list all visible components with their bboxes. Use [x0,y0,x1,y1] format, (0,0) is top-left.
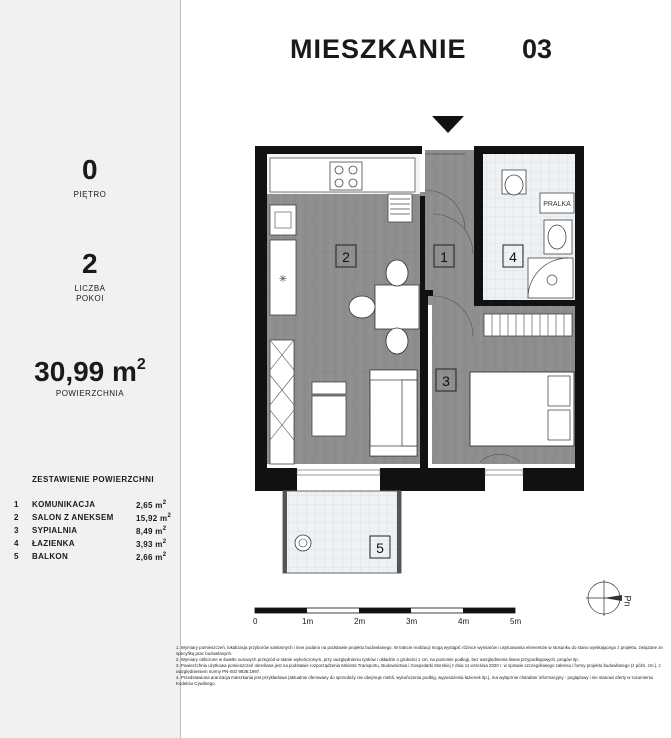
scale-label-1m: 1m [302,617,314,626]
hall-floor [425,150,475,305]
summary-title: ZESTAWIENIE POWIERZCHNI [32,475,154,484]
room-label-1: 1 [440,249,448,265]
note-4: 4. Przedstawiona aranżacja mieszkania jest przykładowa (aktualnie oferowany do sprzedaży nie obejmuje mebli, wykończenia podłóg, wyposażenia łazienek itp.), ma wyłącznie charakter informacyjny - poglądowy i nie stanowi oferty w rozumieniu Kodeksu Cywilnego. [176,675,654,686]
scale-label-3m: 3m [406,617,418,626]
legal-notes [176,645,666,687]
balcony [283,491,401,573]
desk [312,396,346,436]
note-3: 3. Powierzchnia użytkowa pomieszczeń określana jest na podstawie rozporządzenia Ministra Transportu, Budownictwa i Gospodarki Morskiej z dnia 11 września 2020 r. w sprawie szczegółowego zakresu i formy projektu budowlanego (z późn. zm.), z uwzględnieniem normy PN-ISO 9836:1997. [176,663,661,674]
note-1: 1. Wymiary pomieszczeń, lokalizacja przyborów sanitarnych i inne podano na podstawie projektu budowlanego. W trakcie realizacji mogą wystąpić różnice wymiarów i usytuowania elementów w stosunku do stanu wynikającego z projektu, związane ze specyfiką prac budowlanych. [176,645,663,656]
entrance-arrow-icon [432,116,464,133]
note-2: 2. Wymiary obliczone w świetle surowych przegród w stanie wykończonym, przy uwzględnieniu tynków i okładzin o grubości 1 cm, na poziomie podłogi, bez uwzględnienia listew przypodłogowych, progów itp. [176,657,579,662]
summary-row: 3 SYPIALNIA 8,49 $m^2$ [14,526,167,536]
scale-bar [255,608,515,613]
summary-row: 5 BALKON 2,66 $m^2$ [14,552,167,562]
svg-text:✳: ✳ [278,274,288,285]
laundry-label: PRALKA [543,201,571,208]
area-label: POWIERZCHNIA [55,389,125,398]
cooktop [330,162,362,190]
wardrobe [270,340,294,464]
plant-icon [295,535,311,551]
summary-row: 4 ŁAZIENKA 3,93 $m^2$ [14,539,167,549]
rooms-label-line2: POKOI [76,294,104,303]
compass-label: Pn [622,595,633,607]
drying-rack [388,194,412,222]
floor-value: 0 [81,154,99,185]
floor-label: PIĘTRO [73,190,107,199]
shower-icon [528,258,573,298]
summary-row: 2 SALON Z ANEKSEM 15,92 $m^2$ [14,513,172,523]
dining-table [375,285,419,329]
page-title: MIESZKANIE [290,34,467,64]
fridge [270,205,296,235]
room-label-3: 3 [442,373,450,389]
room-label-4: 4 [509,249,517,265]
bedroom-wardrobe [484,314,572,336]
scale-label-5m: 5m [510,617,522,626]
rooms-value: 2 [81,248,99,279]
room-label-2: 2 [342,249,350,265]
summary-row: 1 KOMUNIKACJA 2,65 $m^2$ [14,500,167,510]
scale-label-0: 0 [253,617,258,626]
area-value: 30,99 $m^2$ [34,356,146,387]
scale-label-4m: 4m [458,617,470,626]
apartment-number: 03 [522,34,553,64]
room-label-5: 5 [376,540,384,556]
compass-icon [586,580,622,616]
rooms-label-line1: LICZBA [74,284,106,293]
scale-label-2m: 2m [354,617,366,626]
